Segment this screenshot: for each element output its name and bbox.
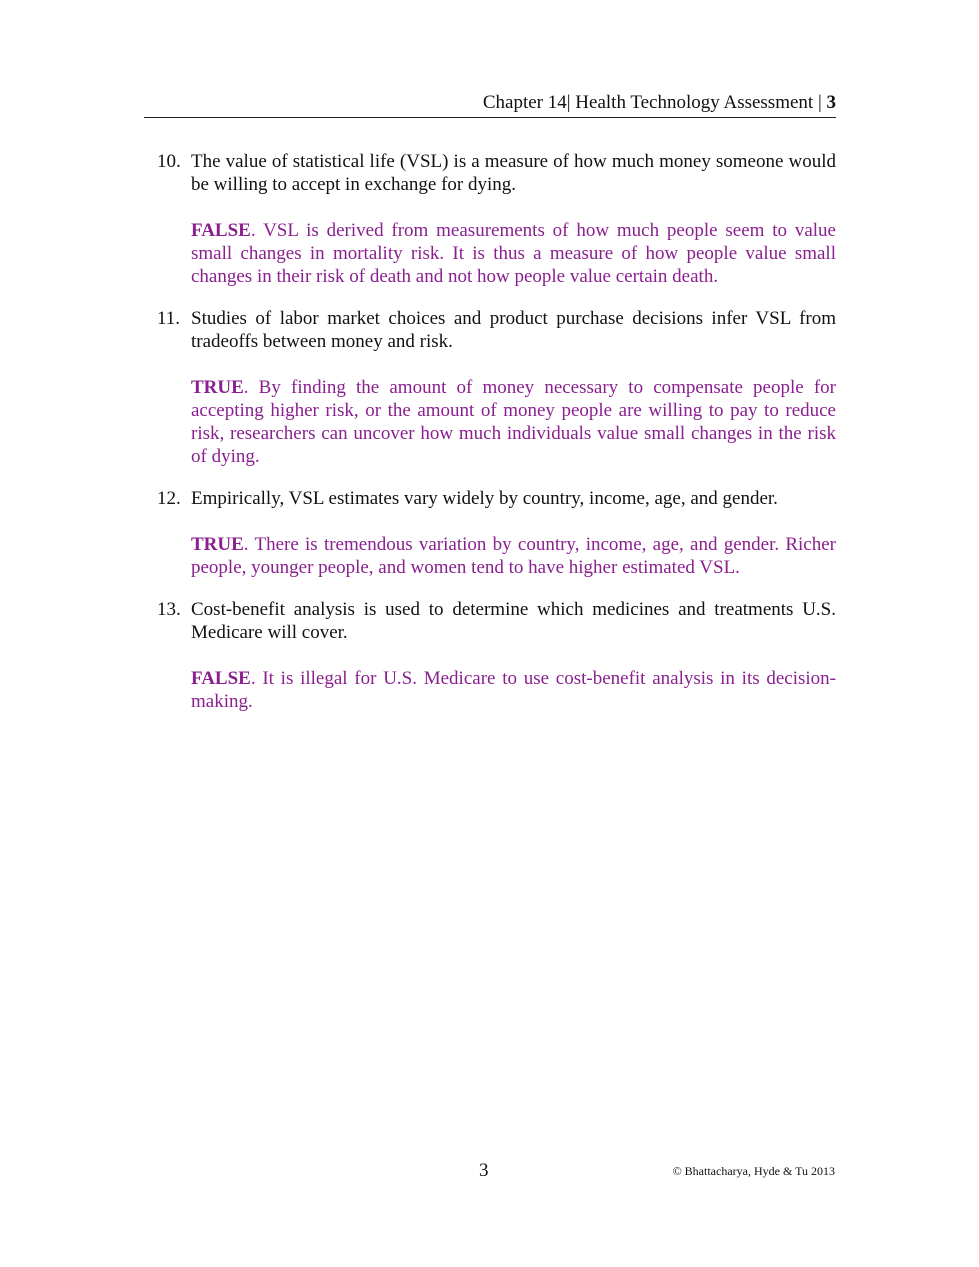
running-header — [144, 92, 836, 118]
answer-explanation: . By finding the amount of money necessary to compensate people for accepting higher risk, or the amount of money people are willing to pay to reduce risk, researchers can uncover how much individuals value small changes in the risk of dying. — [191, 377, 836, 467]
question-number: 13. — [157, 599, 181, 620]
answer-text — [191, 533, 836, 579]
question-item — [144, 307, 836, 468]
answer-text — [191, 376, 836, 468]
question-number: 11. — [157, 308, 181, 329]
answer-verdict: FALSE — [191, 220, 251, 241]
question-text: Studies of labor market choices and product purchase decisions infer VSL from tradeoffs between money and risk. — [191, 308, 836, 352]
answer-text — [191, 219, 836, 288]
question-text: Cost-benefit analysis is used to determine which medicines and treatments U.S. Medicare will cover. — [191, 599, 836, 643]
answer-explanation: . VSL is derived from measurements of how much people seem to value small changes in mortality risk. It is thus a measure of how people value small changes in their risk of death and not how people value certain death. — [191, 220, 836, 287]
answer-verdict: TRUE — [191, 377, 244, 398]
question-number: 12. — [157, 488, 181, 509]
answer-explanation: . It is illegal for U.S. Medicare to use cost-benefit analysis in its decision-making. — [191, 668, 836, 712]
question-item — [144, 487, 836, 579]
question-list — [144, 150, 836, 732]
question-item — [144, 150, 836, 288]
footer-copyright: © Bhattacharya, Hyde & Tu 2013 — [672, 1164, 835, 1178]
footer-page-number: 3 — [479, 1160, 489, 1181]
question-number: 10. — [157, 151, 181, 172]
question-text: Empirically, VSL estimates vary widely by country, income, age, and gender. — [191, 488, 778, 509]
answer-verdict: FALSE — [191, 668, 251, 689]
header-page-number: 3 — [826, 92, 836, 113]
answer-verdict: TRUE — [191, 534, 244, 555]
header-title: Chapter 14| Health Technology Assessment | — [482, 92, 822, 113]
answer-text — [191, 667, 836, 713]
answer-explanation: . There is tremendous variation by country, income, age, and gender. Richer people, younger people, and women tend to have higher estimated VSL. — [191, 534, 836, 578]
question-item — [144, 598, 836, 713]
question-text: The value of statistical life (VSL) is a measure of how much money someone would be willing to accept in exchange for dying. — [191, 151, 836, 195]
